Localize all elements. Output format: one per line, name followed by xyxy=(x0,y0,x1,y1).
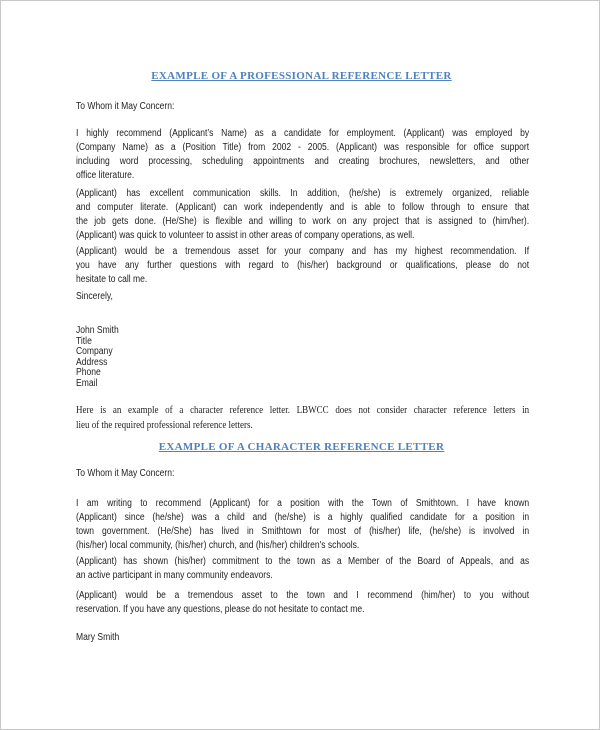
text-line: (his/her) local community, (his/her) church, and (his/her) children's schools. xyxy=(76,540,360,551)
text-line: Here is an example of a character reference letter. LBWCC does not consider character reference letters in xyxy=(76,405,530,416)
letter2-paragraph-1 xyxy=(76,497,529,553)
text-line: office literature. xyxy=(76,170,135,181)
text-line: (Applicant) has shown (his/her) commitment to the town as a Member of the Board of Appeals, and as xyxy=(76,556,530,567)
text-line: including word processing, scheduling appointments and creating brochures, newsletters, and other xyxy=(76,156,530,167)
text-line: Phone xyxy=(76,367,101,378)
letter2-signature-name: Mary Smith xyxy=(76,632,120,643)
text-line: and computer literate. (Applicant) can work independently and is able to follow through to ensure that xyxy=(76,202,530,213)
letter1-paragraph-1 xyxy=(76,127,529,183)
text-line: you have any further questions with regard to (his/her) background or qualifications, please do not xyxy=(76,260,530,271)
text-line: Address xyxy=(76,356,108,368)
text-line: Title xyxy=(76,335,92,347)
text-line: (Applicant) since (he/she) was a child and (he/she) is a highly qualified candidate for a position in xyxy=(76,512,530,523)
interstitial-note xyxy=(76,403,529,433)
text-line: (Company Name) as a (Position Title) from 2002 - 2005. (Applicant) was responsible for office support xyxy=(76,142,530,153)
text-line: lieu of the required professional reference letters. xyxy=(76,420,253,431)
text-line: John Smith xyxy=(76,325,119,336)
letter1-paragraph-2 xyxy=(76,187,529,243)
text-line: Company xyxy=(76,346,113,357)
text-line: (Applicant) has excellent communication skills. In addition, (he/she) is extremely organized, reliable xyxy=(76,188,530,199)
text-line: hesitate to call me. xyxy=(76,274,148,285)
text-line: (Applicant) would be a tremendous asset to the town and I recommend (him/her) to you without xyxy=(76,590,530,601)
letter2-salutation: To Whom it May Concern: xyxy=(76,468,175,479)
professional-letter-title[interactable]: EXAMPLE OF A PROFESSIONAL REFERENCE LETTER xyxy=(151,70,452,82)
text-line: (Applicant) would be a tremendous asset for your company and has my highest recommendation. If xyxy=(76,246,530,257)
text-line: the job gets done. (He/She) is flexible and willing to work on any project that is assigned to (him/her). xyxy=(76,216,530,227)
letter1-salutation: To Whom it May Concern: xyxy=(76,101,175,112)
letter2-paragraph-2 xyxy=(76,555,529,583)
text-line: Email xyxy=(76,377,98,389)
text-line: reservation. If you have any questions, please do not hesitate to contact me. xyxy=(76,604,365,615)
letter1-closing: Sincerely, xyxy=(76,291,113,302)
letter1-signature-block xyxy=(76,326,529,389)
letter1-paragraph-3 xyxy=(76,245,529,287)
character-letter-title[interactable]: EXAMPLE OF A CHARACTER REFERENCE LETTER xyxy=(158,441,445,453)
letter2-paragraph-3 xyxy=(76,589,529,617)
text-line: I highly recommend (Applicant’s Name) as a candidate for employment. (Applicant) was employed by xyxy=(76,128,530,139)
text-line: town government. (He/She) has lived in Smithtown for most of (his/her) life, (he/she) is involved in xyxy=(76,526,530,537)
text-line: an active participant in many community endeavors. xyxy=(76,570,273,581)
text-line: (Applicant) was quick to volunteer to assist in other areas of company operations, as well. xyxy=(76,230,415,241)
text-line: I am writing to recommend (Applicant) for a position with the Town of Smithtown. I have known xyxy=(76,498,530,509)
